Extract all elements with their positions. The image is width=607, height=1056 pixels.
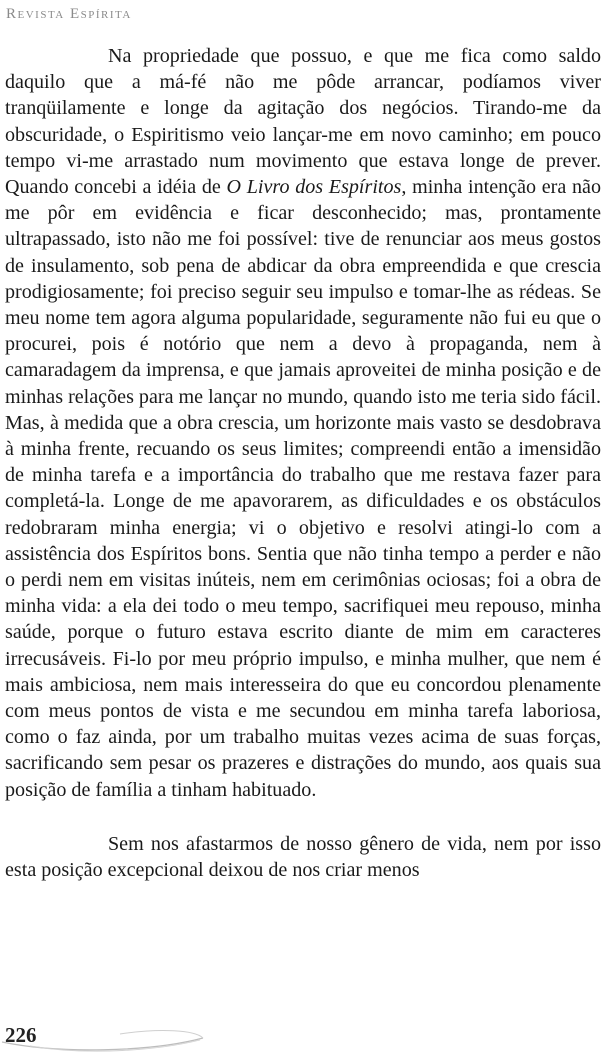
page-number: 226 [5,1023,37,1047]
paragraph-1-text-b: , minha intenção era não me pôr em evidência e ficar desconhecido; mas, prontamente ultrapassado, isto não me foi possível: tive de renunciar aos meus gostos de insulamento, sob pena de abdicar da obra empreendida e que crescia prodigiosamente; foi preciso seguir seu impulso e tomar-lhe as rédeas. Se meu nome tem agora alguma popularidade, seguramente não fui eu que o procurei, pois é notório que nem a devo à propaganda, nem à camaradagem da imprensa, e que jamais aproveitei de minha posição e de minhas relações para me lançar no mundo, quando isto me teria sido fácil. Mas, à medida que a obra crescia, um horizonte mais vasto se desdobrava à minha frente, recuando os seus limites; compreendi então a imensidão de minha tarefa e a importância do trabalho que me restava fazer para completá-la. Longe de me apavorarem, as dificuldades e os obstáculos redobraram minha energia; vi o objetivo e resolvi atingi-lo com a assistência dos Espíritos bons. Sentia que não tinha tempo a perder e não o perdi nem em visitas inúteis, nem em cerimônias ociosas; foi a obra de minha vida: a ela dei todo o meu tempo, sacrifiquei meu repouso, minha saúde, porque o futuro estava escrito diante de mim em caracteres irrecusáveis. Fi-lo por meu próprio impulso, e minha mulher, que nem é mais ambiciosa, nem mais interesseira do que eu concordou plenamente com meus pontos de vista e me secundou em minha tarefa laboriosa, como o faz ainda, por um trabalho muitas vezes acima de suas forças, sacrificando sem pesar os prazeres e distrações do mundo, aos quais sua posição de família a tinham habituado. [5,176,601,801]
page-footer [0,1016,607,1056]
page-body [5,43,601,883]
book-title: O Livro dos Espíritos [226,176,402,199]
paragraph-1-text-a: Na propriedade que possuo, e que me fica como saldo daquilo que a má-fé não me pôde arrancar, podíamos viver tranqüilamente e longe da agitação dos negócios. Tirando-me da obscuridade, o Espiritismo veio lançar-me em novo caminho; em pouco tempo vi-me arrastado num movimento que estava longe de prever. Quando concebi a idéia de [5,45,601,199]
paragraph-1 [5,43,601,803]
paragraph-2: Sem nos afastarmos de nosso gênero de vida, nem por isso esta posição excepcional deixou de nos criar menos [5,832,601,882]
running-header: Revista Espírita [6,6,132,22]
